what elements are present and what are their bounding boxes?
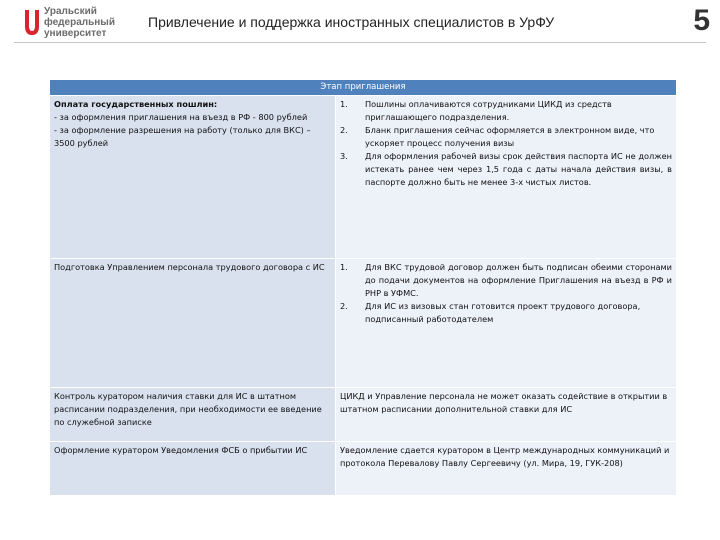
logo-line: федеральный xyxy=(44,17,115,28)
header-divider xyxy=(14,42,706,43)
note-list xyxy=(340,261,672,326)
table-row xyxy=(50,259,677,388)
list-item xyxy=(340,261,672,300)
page-number: 5 xyxy=(693,4,710,37)
list-number: 2. xyxy=(340,125,348,135)
row-note-cell xyxy=(336,96,677,259)
step-text: Оформление куратором Уведомления ФСБ о прибытии ИС xyxy=(54,445,308,455)
ural-logo-icon xyxy=(22,8,42,38)
university-logo xyxy=(22,6,132,44)
row-step-cell xyxy=(50,442,336,496)
logo-line: университет xyxy=(44,28,107,39)
list-number: 1. xyxy=(340,99,348,109)
step-text: Контроль куратором наличия ставки для ИС в штатном расписании подразделения, при необходимости ее введение по служебной записке xyxy=(54,391,322,427)
table-row xyxy=(50,442,677,496)
row-note-cell xyxy=(336,442,677,496)
step-text: Подготовка Управлением персонала трудового договора с ИС xyxy=(54,262,325,272)
row-note-cell xyxy=(336,259,677,388)
table-heading: Этап приглашения xyxy=(50,80,677,96)
step-text: - за оформления приглашения на въезд в РФ - 800 рублей xyxy=(54,112,308,122)
invitation-stage-table xyxy=(49,79,677,496)
table-row xyxy=(50,96,677,259)
list-text: Для оформления рабочей визы срок действия паспорта ИС не должен истекать ранее чем через 1,5 года с даты начала действия визы, в паспорте должно быть не менее 3-х чистых листов. xyxy=(365,151,672,187)
list-text: Для ВКС трудовой договор должен быть подписан обеими сторонами до подачи документов на оформление Приглашения на въезд в РФ и РНР в УФМС. xyxy=(365,262,672,298)
note-text: ЦИКД и Управление персонала не может оказать содействие в открытии в штатном расписании дополнительной ставки для ИС xyxy=(340,391,668,414)
list-text: Пошлины оплачиваются сотрудниками ЦИКД из средств приглашающего подразделения. xyxy=(365,99,612,122)
list-number: 1. xyxy=(340,262,348,272)
row-step-cell xyxy=(50,259,336,388)
note-list xyxy=(340,98,672,189)
list-text: Для ИС из визовых стан готовится проект трудового договора, подписанный работодателем xyxy=(365,301,641,324)
step-text: Оплата государственных пошлин: xyxy=(54,99,218,109)
step-text: - за оформление разрешения на работу (только для ВКС) – 3500 рублей xyxy=(54,125,311,148)
list-item xyxy=(340,124,672,150)
note-text: Уведомление сдается куратором в Центр международных коммуникаций и протокола Перевалову Павлу Сергеевичу (ул. Мира, 19, ГУК-208) xyxy=(340,445,670,468)
list-number: 2. xyxy=(340,301,348,311)
list-number: 3. xyxy=(340,151,348,161)
row-step-cell xyxy=(50,388,336,442)
list-item xyxy=(340,150,672,189)
row-note-cell xyxy=(336,388,677,442)
list-item xyxy=(340,300,672,326)
logo-line: Уральский xyxy=(44,6,97,17)
row-step-cell xyxy=(50,96,336,259)
logo-wordmark xyxy=(44,6,139,39)
list-text: Бланк приглашения сейчас оформляется в электронном виде, что ускоряет процесс получения визы xyxy=(365,125,655,148)
list-item xyxy=(340,98,672,124)
table-row xyxy=(50,388,677,442)
slide-title: Привлечение и поддержка иностранных специалистов в УрФУ xyxy=(148,14,555,30)
